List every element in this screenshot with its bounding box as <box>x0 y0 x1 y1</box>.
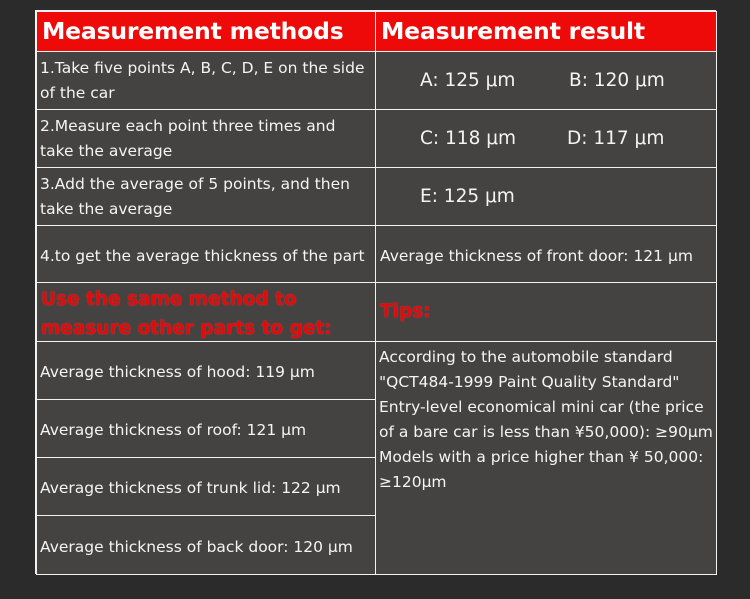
step-2: 2.Measure each point three times and take the average <box>36 109 376 168</box>
result-c: C: 118 μm <box>420 128 517 149</box>
result-b: B: 120 μm <box>569 70 665 91</box>
result-row-ab <box>375 51 717 110</box>
step-1: 1.Take five points A, B, C, D, E on the side of the car <box>36 51 376 110</box>
tips-line-1: According to the automobile standard "QCT484-1999 Paint Quality Standard" <box>379 348 680 391</box>
tips-line-2: Entry-level economical mini car (the price of a bare car is less than ¥50,000): ≥90μm <box>379 398 713 441</box>
result-e: E: 125 μm <box>420 186 515 207</box>
results-header: Measurement result <box>375 11 717 52</box>
front-door-result: Average thickness of front door: 121 μm <box>375 225 717 283</box>
same-method-note: Use the same method to measure other parts to get: <box>36 282 376 342</box>
result-d: D: 117 μm <box>567 128 665 149</box>
methods-header: Measurement methods <box>36 11 376 52</box>
result-a: A: 125 μm <box>420 70 516 91</box>
part-roof: Average thickness of roof: 121 μm <box>36 399 376 458</box>
step-4: 4.to get the average thickness of the part <box>36 225 376 283</box>
step-3: 3.Add the average of 5 points, and then take the average <box>36 167 376 226</box>
result-row-cd <box>375 109 717 168</box>
measurement-table <box>35 10 716 574</box>
result-row-e <box>375 167 717 226</box>
part-trunk-lid: Average thickness of trunk lid: 122 μm <box>36 457 376 516</box>
part-back-door: Average thickness of back door: 120 μm <box>36 515 376 575</box>
part-hood: Average thickness of hood: 119 μm <box>36 341 376 400</box>
tips-body <box>375 341 717 575</box>
tips-line-3: Models with a price higher than ¥ 50,000: ≥120μm <box>379 448 704 491</box>
tips-title: Tips: <box>375 282 717 342</box>
